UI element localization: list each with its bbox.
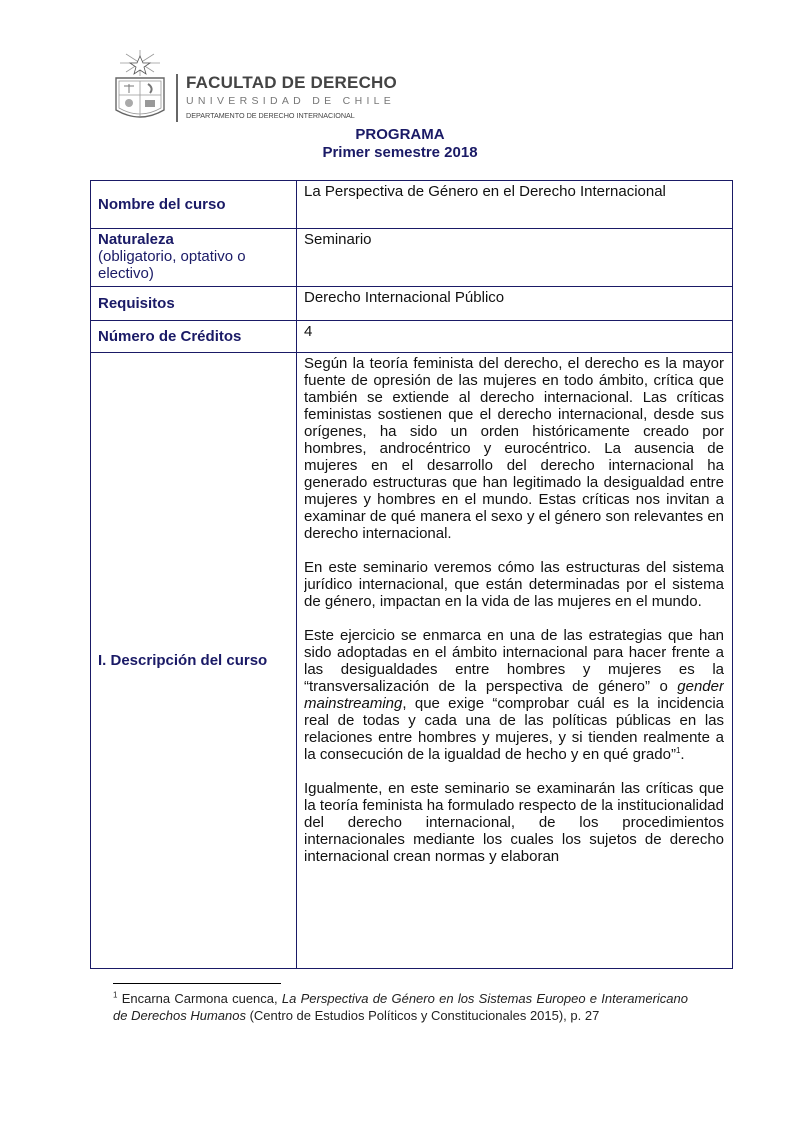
course-table bbox=[90, 180, 733, 969]
text: Este ejercicio se enmarca en una de las estrategias que han sido adoptadas en el ámbito internacional para hacer frente a las desigualdades entre hombres y mujeres es la “transversalización de la perspectiva de género” o bbox=[304, 627, 724, 695]
logo-department: DEPARTAMENTO DE DERECHO INTERNACIONAL bbox=[186, 111, 355, 120]
row-label: Nombre del curso bbox=[91, 181, 297, 229]
footnote bbox=[113, 990, 688, 1024]
table-row bbox=[91, 353, 733, 969]
row-label: I. Descripción del curso bbox=[91, 353, 297, 969]
paragraph: En este seminario veremos cómo las estructuras del sistema jurídico internacional, que están determinadas por el sistema de género, impactan en la vida de las mujeres en el mundo. bbox=[304, 559, 724, 610]
paragraph: Según la teoría feminista del derecho, el derecho es la mayor fuente de opresión de las mujeres en todo ámbito, crítica que también se extiende al derecho internacional. Las críticas feministas sostienen que el derecho internacional, desde sus orígenes, ha sido un orden históricamente creado por hombres, androcéntrico y eurocéntrico. La ausencia de mujeres en el desarrollo del derecho internacional ha generado estructuras que han legitimado la desigualdad entre mujeres y hombres en el mundo. Estas críticas nos invitan a examinar de qué manera el sexo y el género son relevantes en derecho internacional. bbox=[304, 355, 724, 542]
text: Encarna Carmona cuenca, bbox=[117, 991, 282, 1006]
row-value: Derecho Internacional Público bbox=[297, 287, 733, 321]
row-label: Número de Créditos bbox=[91, 321, 297, 353]
logo-faculty: FACULTAD DE DERECHO bbox=[186, 73, 397, 92]
label-naturaleza-sub: (obligatorio, optativo o electivo) bbox=[98, 248, 246, 282]
row-value: Seminario bbox=[297, 229, 733, 287]
text: . bbox=[680, 746, 685, 763]
paragraph: Igualmente, en este seminario se examinarán las críticas que la teoría feminista ha formulado respecto de la institucionalidad del derecho internacional, de los procedimientos internacionales mediante los cuales los sujetos de derecho internacional crean normas y elaboran bbox=[304, 780, 724, 865]
footnote-title: La Perspectiva de Género en los Sistemas Europeo e Interamericano de Derechos Humanos bbox=[113, 991, 688, 1023]
page-title: PROGRAMA bbox=[355, 126, 445, 143]
row-label bbox=[91, 229, 297, 287]
text: , que exige “comprobar cuál es la incidencia real de todas y cada una de las políticas públicas en las relaciones entre hombres y mujeres, y si tienden realmente a la consecución de la igualdad de hecho y en qué grado” bbox=[304, 695, 724, 763]
footnote-number: 1 bbox=[113, 990, 118, 1000]
description-cell bbox=[297, 353, 733, 969]
row-label: Requisitos bbox=[91, 287, 297, 321]
footnote-ref[interactable]: 1 bbox=[675, 746, 681, 755]
row-value: La Perspectiva de Género en el Derecho Internacional bbox=[297, 181, 733, 229]
table-row bbox=[91, 287, 733, 321]
table-row bbox=[91, 321, 733, 353]
italic-term: gender mainstreaming bbox=[304, 678, 724, 712]
footnote-divider bbox=[113, 983, 281, 984]
paragraph bbox=[304, 627, 724, 763]
logo-university: UNIVERSIDAD DE CHILE bbox=[186, 95, 396, 107]
table-row bbox=[91, 229, 733, 287]
university-crest-icon bbox=[110, 48, 170, 124]
logo-divider bbox=[176, 74, 178, 122]
label-naturaleza: Naturaleza bbox=[98, 231, 174, 248]
text: (Centro de Estudios Políticos y Constitucionales 2015), p. 27 bbox=[245, 1008, 600, 1023]
table-row bbox=[91, 181, 733, 229]
row-value: 4 bbox=[297, 321, 733, 353]
faculty-logo bbox=[110, 48, 440, 128]
page-subtitle: Primer semestre 2018 bbox=[322, 144, 478, 161]
